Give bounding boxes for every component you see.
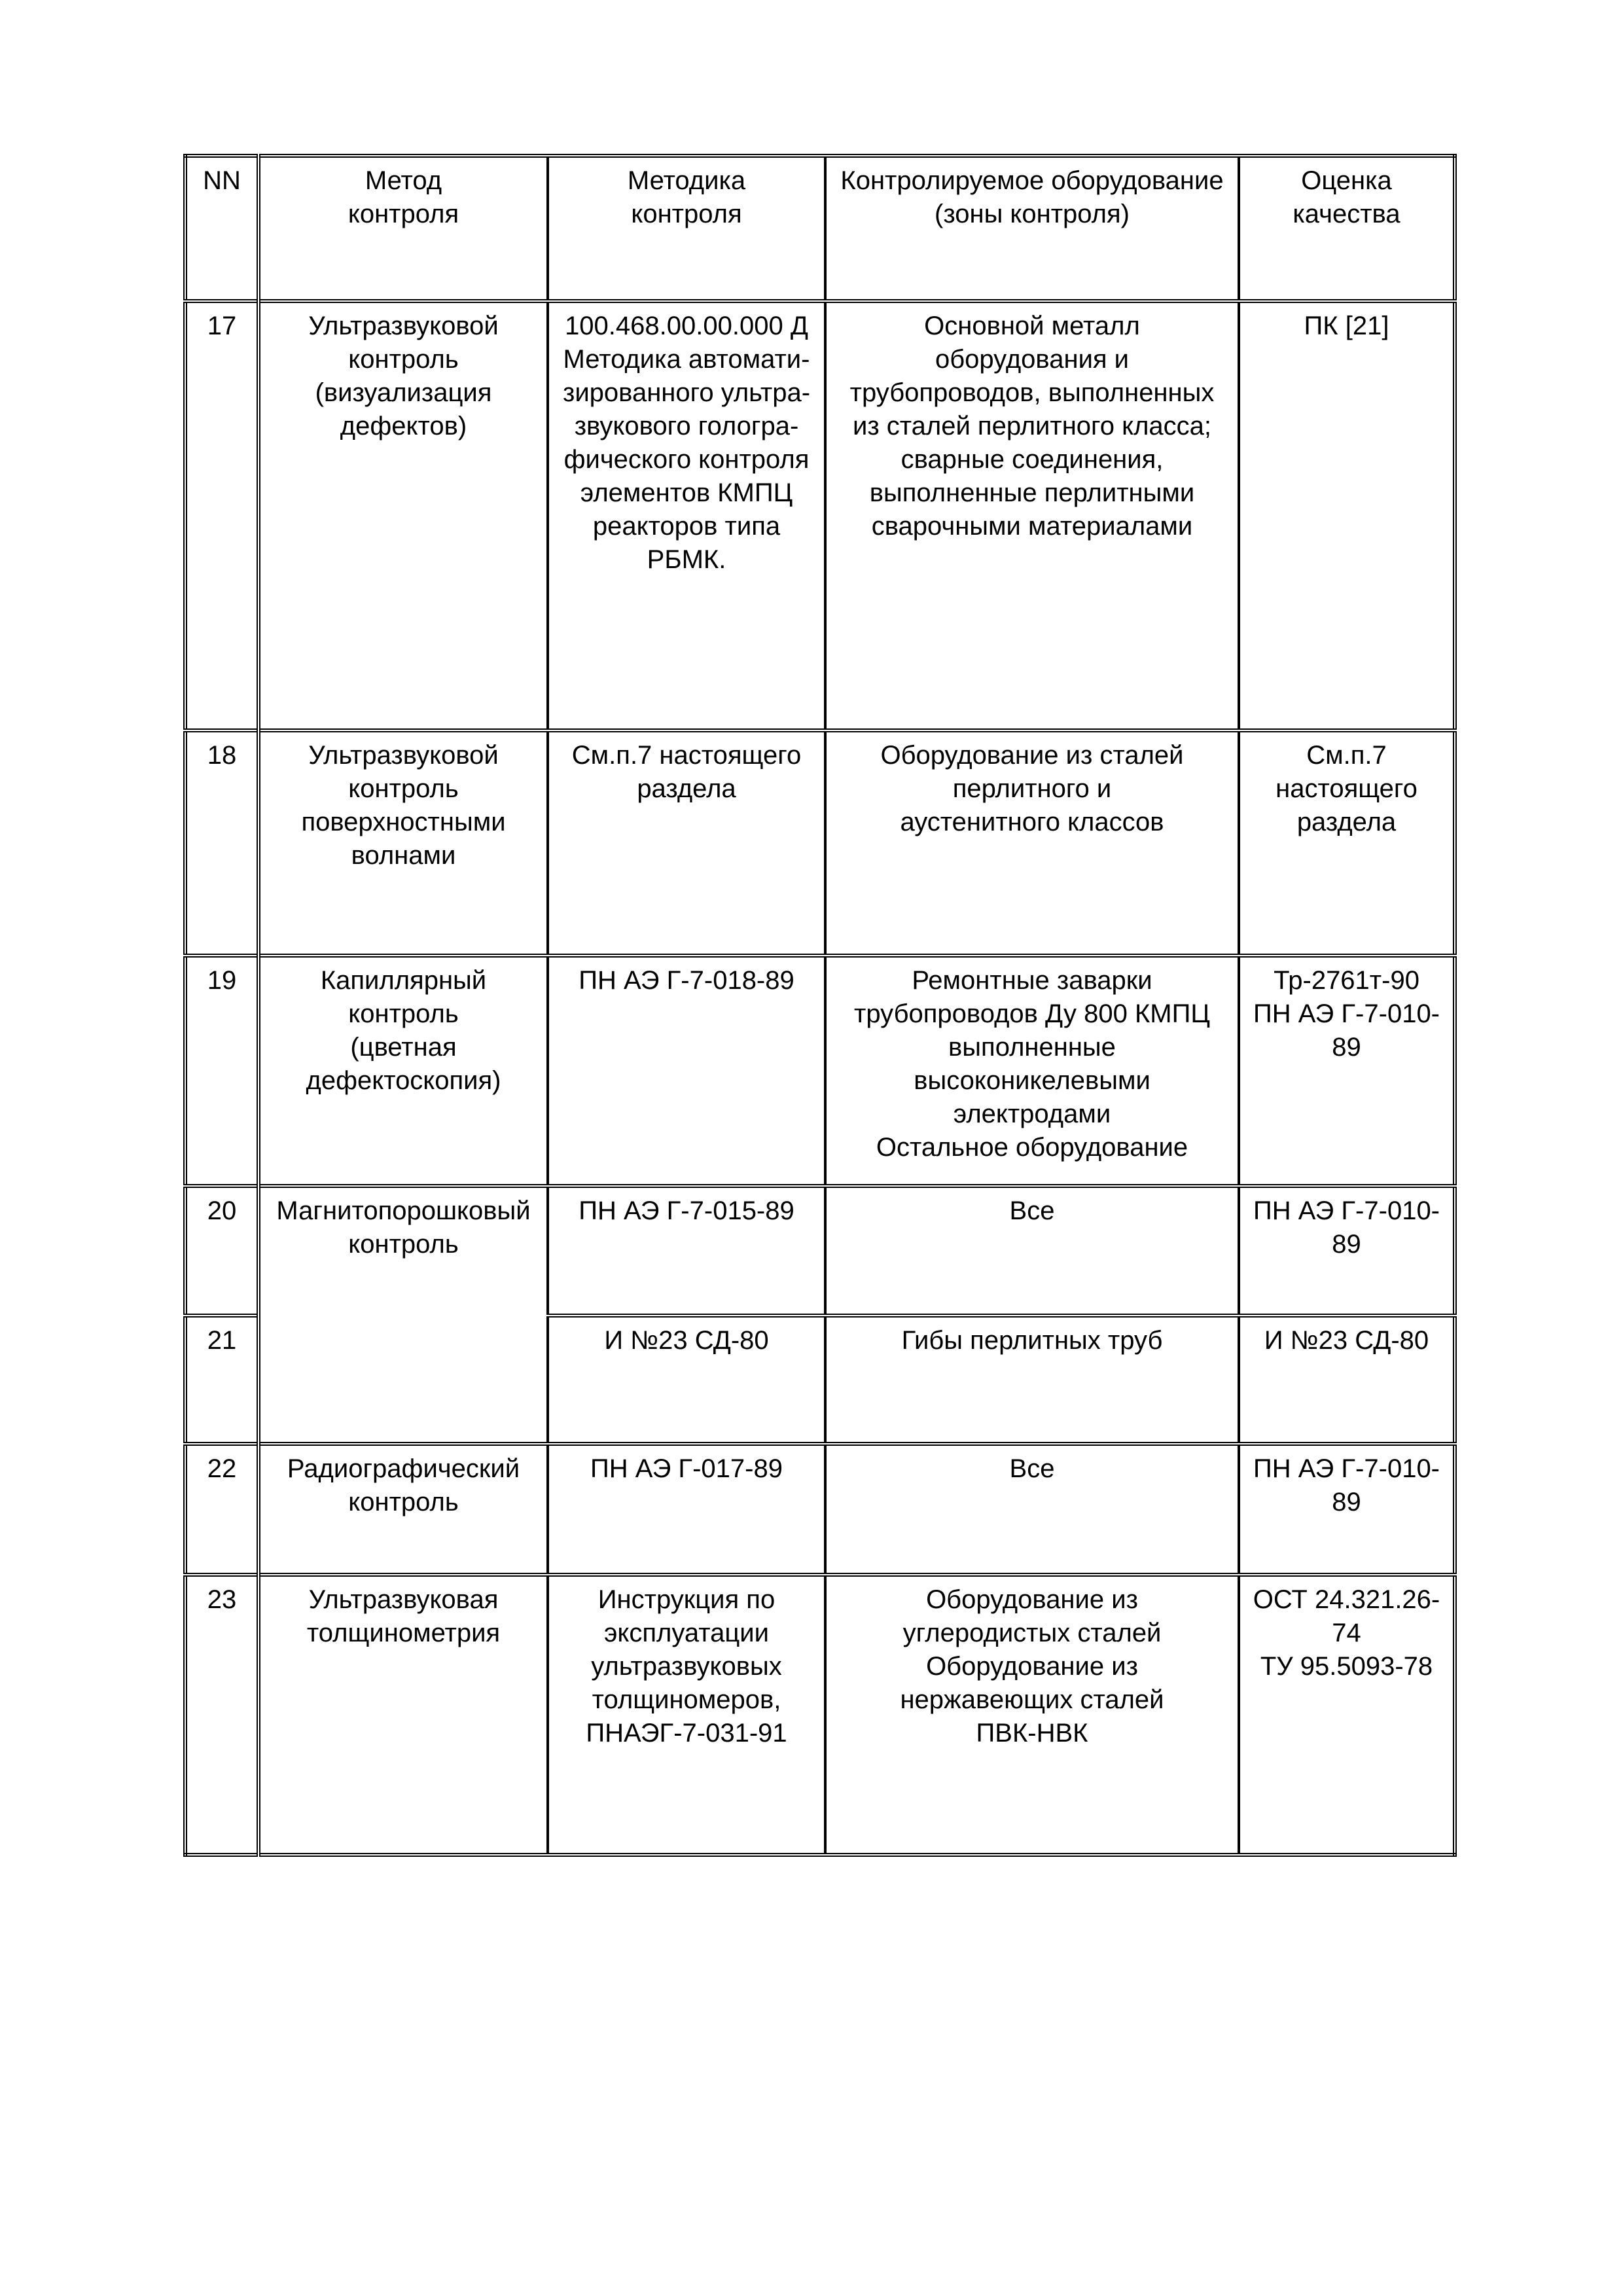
- table-row: [185, 301, 1455, 730]
- row-number: 22: [185, 1444, 259, 1575]
- header-nn: NN: [185, 156, 259, 301]
- technique-cell: 100.468.00.00.000 Д Методика автомати- зированного ультра- звукового гологра- фического контроля элементов КМПЦ реакторов типа РБМК.: [548, 301, 825, 730]
- equipment-cell: Оборудование из сталей перлитного и аустенитного классов: [825, 730, 1239, 956]
- technique-cell: Инструкция по эксплуатации ультразвуковых толщиномеров, ПНАЭГ-7-031-91: [548, 1575, 825, 1855]
- header-row: [185, 156, 1455, 301]
- row-number: 21: [185, 1316, 259, 1444]
- row-number: 18: [185, 730, 259, 956]
- quality-cell: ОСТ 24.321.26- 74 ТУ 95.5093-78: [1239, 1575, 1455, 1855]
- table-row: [185, 956, 1455, 1186]
- technique-cell: См.п.7 настоящего раздела: [548, 730, 825, 956]
- technique-cell: ПН АЭ Г-017-89: [548, 1444, 825, 1575]
- row-number: 19: [185, 956, 259, 1186]
- equipment-cell: Все: [825, 1186, 1239, 1316]
- table-row: [185, 1575, 1455, 1855]
- quality-cell: И №23 СД-80: [1239, 1316, 1455, 1444]
- inspection-methods-table: [183, 154, 1457, 1857]
- quality-cell: ПК [21]: [1239, 301, 1455, 730]
- method-cell: Радиографический контроль: [259, 1444, 548, 1575]
- technique-cell: ПН АЭ Г-7-015-89: [548, 1186, 825, 1316]
- method-cell: Капиллярный контроль (цветная дефектоскопия): [259, 956, 548, 1186]
- row-number: 23: [185, 1575, 259, 1855]
- equipment-cell: Все: [825, 1444, 1239, 1575]
- table-row: [185, 1186, 1455, 1316]
- equipment-cell: Основной металл оборудования и трубопроводов, выполненных из сталей перлитного класса; сварные соединения, выполненные перлитными сварочными материалами: [825, 301, 1239, 730]
- technique-cell: И №23 СД-80: [548, 1316, 825, 1444]
- equipment-cell: Ремонтные заварки трубопроводов Ду 800 КМПЦ выполненные высоконикелевыми электродами Остальное оборудование: [825, 956, 1239, 1186]
- quality-cell: ПН АЭ Г-7-010- 89: [1239, 1186, 1455, 1316]
- table-row: [185, 1444, 1455, 1575]
- method-cell: Магнитопорошковый контроль: [259, 1186, 548, 1444]
- quality-cell: Тр-2761т-90 ПН АЭ Г-7-010- 89: [1239, 956, 1455, 1186]
- header-technique: Методика контроля: [548, 156, 825, 301]
- row-number: 17: [185, 301, 259, 730]
- header-method: Метод контроля: [259, 156, 548, 301]
- quality-cell: См.п.7 настоящего раздела: [1239, 730, 1455, 956]
- equipment-cell: Оборудование из углеродистых сталей Оборудование из нержавеющих сталей ПВК-НВК: [825, 1575, 1239, 1855]
- method-cell: Ультразвуковая толщинометрия: [259, 1575, 548, 1855]
- method-cell: Ультразвуковой контроль поверхностными волнами: [259, 730, 548, 956]
- header-equipment: Контролируемое оборудование (зоны контроля): [825, 156, 1239, 301]
- row-number: 20: [185, 1186, 259, 1316]
- method-cell: Ультразвуковой контроль (визуализация дефектов): [259, 301, 548, 730]
- equipment-cell: Гибы перлитных труб: [825, 1316, 1239, 1444]
- quality-cell: ПН АЭ Г-7-010- 89: [1239, 1444, 1455, 1575]
- table-row: [185, 730, 1455, 956]
- header-quality: Оценка качества: [1239, 156, 1455, 301]
- technique-cell: ПН АЭ Г-7-018-89: [548, 956, 825, 1186]
